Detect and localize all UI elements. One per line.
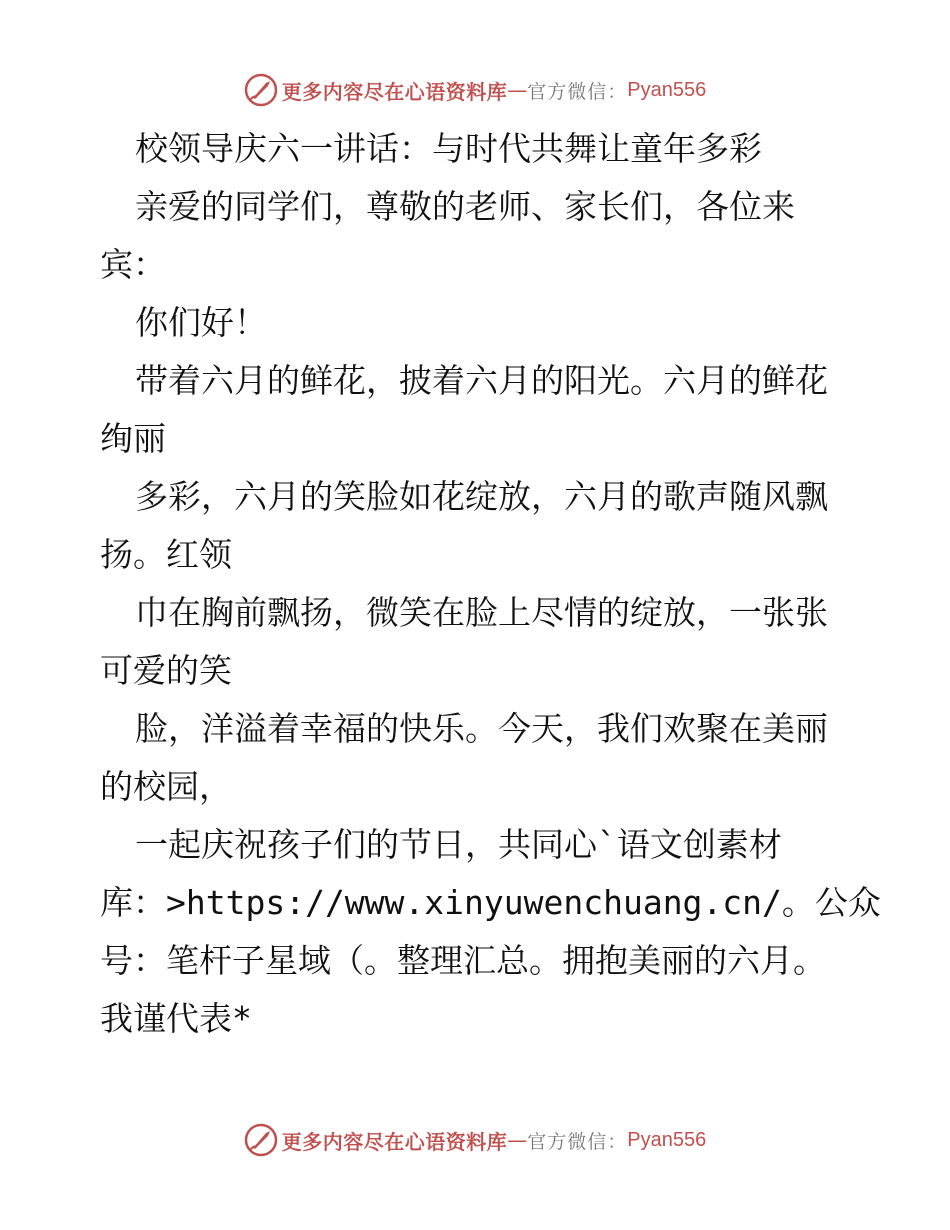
header-watermark-banner: [0, 70, 950, 110]
banner-dash: —: [507, 78, 528, 102]
text-line: 巾在胸前飘扬，微笑在脸上尽情的绽放，一张张: [135, 593, 828, 632]
banner-wechat-id: Pyan556: [627, 78, 707, 101]
text-line: 的校园，: [100, 767, 232, 806]
text-line: 号：笔杆子星域（。整理汇总。拥抱美丽的六月。: [100, 941, 826, 980]
footer-watermark-banner: [0, 1120, 950, 1160]
text-line: 多彩，六月的笑脸如花绽放，六月的歌声随风飘: [135, 477, 828, 516]
text-line: 我谨代表*: [100, 999, 252, 1038]
banner-dash: —: [507, 1128, 528, 1152]
document-title: 校领导庆六一讲话：与时代共舞让童年多彩: [135, 129, 762, 168]
text-line-with-link: 库：>https://www.xinyuwenchuang.cn/。公众: [100, 883, 881, 922]
banner-wechat-label: 官方微信：: [527, 80, 628, 103]
banner-brand-text: 更多内容尽在心语资料库: [281, 79, 508, 104]
text-line: 宾：: [100, 245, 166, 284]
text-line: 绚丽: [100, 419, 166, 458]
text-line: 亲爱的同学们，尊敬的老师、家长们，各位来: [135, 187, 795, 226]
text-line: 你们好！: [135, 303, 267, 342]
text-line: 扬。红领: [100, 535, 232, 574]
quill-logo-icon: [244, 73, 278, 107]
text-line: 带着六月的鲜花，披着六月的阳光。六月的鲜花: [135, 361, 828, 400]
text-line: 脸，洋溢着幸福的快乐。今天，我们欢聚在美丽: [135, 709, 828, 748]
text-line: 可爱的笑: [100, 651, 232, 690]
text-line: 一起庆祝孩子们的节日，共同心`语文创素材: [135, 825, 782, 864]
banner-brand-text: 更多内容尽在心语资料库: [281, 1129, 508, 1154]
banner-wechat-label: 官方微信：: [527, 1130, 628, 1153]
quill-logo-icon: [244, 1123, 278, 1157]
banner-wechat-id: Pyan556: [627, 1128, 707, 1151]
